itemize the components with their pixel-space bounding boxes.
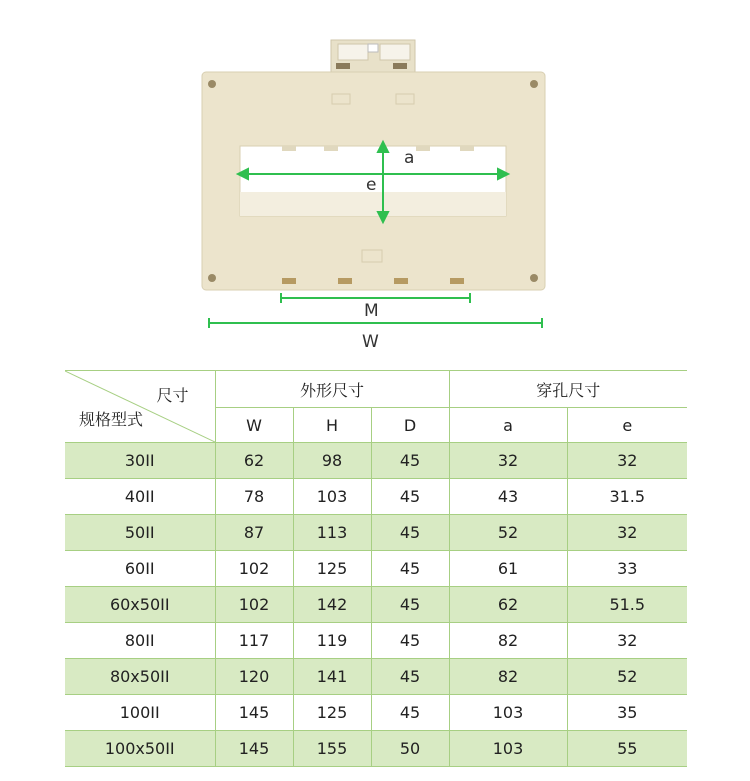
cell-e: 32 (567, 623, 687, 659)
window-notch (282, 146, 296, 151)
cell-e: 33 (567, 551, 687, 587)
cell-H: 113 (293, 515, 371, 551)
window-notch (460, 146, 474, 151)
terminal-screw-left (336, 63, 350, 69)
cell-model: 30II (65, 443, 215, 479)
corner-header (65, 371, 215, 443)
group-header-hole: 穿孔尺寸 (449, 371, 687, 408)
cell-e: 52 (567, 659, 687, 695)
cell-W: 102 (215, 587, 293, 623)
foot (450, 278, 464, 284)
table-row (65, 659, 687, 695)
cell-a: 32 (449, 443, 567, 479)
cell-H: 103 (293, 479, 371, 515)
table-row (65, 443, 687, 479)
terminal-screw-right (393, 63, 407, 69)
cell-e: 51.5 (567, 587, 687, 623)
product-diagram (0, 0, 750, 365)
table-row (65, 695, 687, 731)
column-header-D: D (371, 408, 449, 443)
cell-H: 125 (293, 695, 371, 731)
cell-model: 80II (65, 623, 215, 659)
cell-e: 32 (567, 443, 687, 479)
cell-model: 60II (65, 551, 215, 587)
foot (282, 278, 296, 284)
table-row (65, 515, 687, 551)
cell-H: 119 (293, 623, 371, 659)
cell-a: 103 (449, 695, 567, 731)
table-row (65, 731, 687, 767)
terminal-center (368, 44, 378, 52)
cell-model: 40II (65, 479, 215, 515)
cell-D: 45 (371, 479, 449, 515)
corner-top-label: 尺寸 (156, 386, 189, 405)
cell-W: 87 (215, 515, 293, 551)
cell-a: 61 (449, 551, 567, 587)
cell-D: 45 (371, 659, 449, 695)
cell-D: 45 (371, 443, 449, 479)
cell-D: 45 (371, 515, 449, 551)
cell-D: 45 (371, 695, 449, 731)
cell-W: 145 (215, 731, 293, 767)
dim-a-label: a (404, 148, 415, 168)
window-notch (416, 146, 430, 151)
cell-a: 52 (449, 515, 567, 551)
column-header-a: a (449, 408, 567, 443)
cell-a: 43 (449, 479, 567, 515)
cell-W: 62 (215, 443, 293, 479)
spec-table (65, 370, 687, 767)
cell-W: 102 (215, 551, 293, 587)
table-row (65, 587, 687, 623)
cell-a: 82 (449, 623, 567, 659)
cell-D: 50 (371, 731, 449, 767)
cell-e: 32 (567, 515, 687, 551)
cell-W: 117 (215, 623, 293, 659)
foot (394, 278, 408, 284)
column-header-H: H (293, 408, 371, 443)
dim-e-label: e (366, 175, 377, 195)
column-header-e: e (567, 408, 687, 443)
cell-a: 62 (449, 587, 567, 623)
cell-model: 50II (65, 515, 215, 551)
cell-D: 45 (371, 623, 449, 659)
cell-e: 35 (567, 695, 687, 731)
dim-M-label: M (364, 301, 379, 321)
cell-H: 155 (293, 731, 371, 767)
cell-W: 120 (215, 659, 293, 695)
cell-a: 82 (449, 659, 567, 695)
cell-model: 100x50II (65, 731, 215, 767)
mount-hole-br (530, 274, 538, 282)
cell-model: 60x50II (65, 587, 215, 623)
corner-bottom-label: 规格型式 (79, 410, 144, 429)
cell-a: 103 (449, 731, 567, 767)
window-notch (324, 146, 338, 151)
cell-D: 45 (371, 551, 449, 587)
mount-hole-tl (208, 80, 216, 88)
cell-e: 55 (567, 731, 687, 767)
cell-H: 98 (293, 443, 371, 479)
cell-e: 31.5 (567, 479, 687, 515)
table-row (65, 479, 687, 515)
cell-H: 141 (293, 659, 371, 695)
table-row (65, 551, 687, 587)
cell-W: 78 (215, 479, 293, 515)
cell-model: 80x50II (65, 659, 215, 695)
cell-model: 100II (65, 695, 215, 731)
mount-hole-bl (208, 274, 216, 282)
terminal-cap-right (380, 44, 410, 60)
group-header-outline: 外形尺寸 (215, 371, 449, 408)
dim-W-label: W (362, 332, 379, 352)
foot (338, 278, 352, 284)
terminal-cap-left (338, 44, 368, 60)
column-header-W: W (215, 408, 293, 443)
cell-H: 142 (293, 587, 371, 623)
cell-H: 125 (293, 551, 371, 587)
table-row (65, 623, 687, 659)
cell-W: 145 (215, 695, 293, 731)
cell-D: 45 (371, 587, 449, 623)
mount-hole-tr (530, 80, 538, 88)
window-inner-shadow (240, 192, 506, 216)
